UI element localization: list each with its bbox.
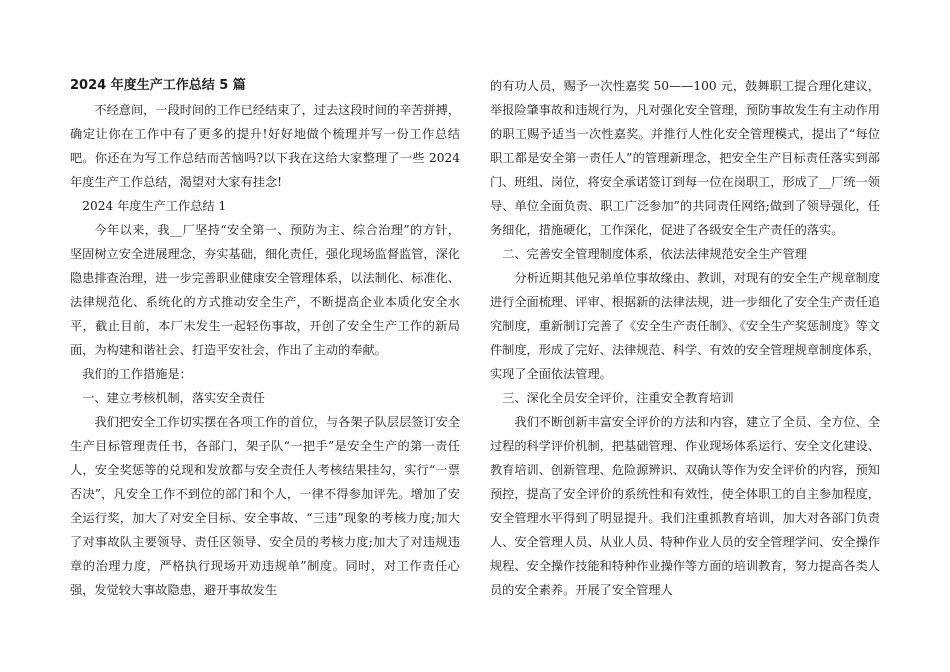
right-column [490,74,880,602]
document-title: 2024 年度生产工作总结 5 篇 [70,78,246,93]
subheading-2: 二、完善安全管理制度体系，依法法律规范安全生产管理 [502,247,807,261]
subheading-1: 一、建立考核机制，落实安全责任 [82,391,265,405]
left-column [70,74,460,602]
body-paragraph: 我们把安全工作切实摆在各项工作的首位，与各架子队层层签订安全生产目标管理责任书，各部门，架子队“一把手”是安全生产的第一责任人，安全奖惩等的兑现和发放都与安全责任人考核结果挂勾，实行“一票否决”，凡安全工作不到位的部门和个人，一律不得参加评先。增加了安全运行奖，加大了对安全目标、安全事故、“三违”现象的考核力度;加大了对事故队主要领导、责任区领导、安全员的考核力度;加大了对违规违章的治理力度，严格执行现场开劝违规单”制度。同时，对工作责任心强，发觉较大事故隐患，避开事故发生 [70,415,461,597]
measures-heading: 我们的工作措施是： [82,367,192,381]
section-heading-1: 2024 年度生产工作总结 1 [82,199,227,213]
intro-paragraph: 不经意间，一段时间的工作已经结束了，过去这段时间的辛苦拼搏，确定让你在工作中有了更多的提升!好好地做个梳理并写一份工作总结吧。你还在为写工作总结而苦恼吗?以下我在这给大家整理了一些 2024 年度生产工作总结，渴望对大家有挂念! [70,103,461,189]
subheading-3: 三、深化全员安全评价，注重安全教育培训 [502,391,734,405]
body-paragraph: 今年以来，我__厂坚持“安全第一、预防为主、综合治理”的方针，坚固树立安全进展理念，夯实基础，细化责任，强化现场监督监管，深化隐患排查治理，进一步完善职业健康安全管理体系，以法制化、标准化、法律规范化、系统化的方式推动安全生产，不断提高企业本质化安全水平，截止目前，本厂未发生一起轻伤事故，开创了安全生产工作的新局面，为构建和谐社会、打造平安社会，作出了主动的奉献。 [70,223,460,357]
body-paragraph: 分析近期其他兄弟单位事故缘由、教训，对现有的安全生产规章制度进行全面梳理、评审、根据新的法律法规，进一步细化了安全生产责任追究制度，重新制订完善了《安全生产责任制》、《安全生产奖惩制度》等文件制度，形成了完好、法律规范、科学、有效的安全管理规章制度体系，实现了全面依法管理。 [490,271,881,381]
body-paragraph: 我们不断创新丰富安全评价的方法和内容，建立了全员、全方位、全过程的科学评价机制，把基础管理、作业现场体系运行、安全文化建设、教育培训、创新管理、危险源辨识、双确认等作为安全评价的内容，预知预控，提高了安全评价的系统性和有效性，使全体职工的自主参加程度，安全管理水平得到了明显提升。我们注重抓教育培训，加大对各部门负责人、安全管理人员、从业人员、特种作业人员的安全管理学问、安全操作规程、安全操作技能和特种作业操作等方面的培训教育，努力提高各类人员的安全素养。开展了安全管理人 [490,415,881,597]
body-paragraph-continued: 的有功人员，赐予一次性嘉奖 50——100 元，鼓舞职工提合理化建议，举报险肇事故和违规行为，凡对强化安全管理，预防事故发生有主动作用的职工赐予适当一次性嘉奖。并推行人性化安全管理模式，提出了“每位职工都是安全第一责任人”的管理新理念，把安全生产目标责任落实到部门、班组、岗位，将安全承诺签订到每一位在岗职工，形成了__厂统一领导、单位全面负责、职工广泛参加”的共同责任网络;做到了领导强化，任务细化，措施硬化，工作深化，促进了各级安全生产责任的落实。 [490,79,880,237]
